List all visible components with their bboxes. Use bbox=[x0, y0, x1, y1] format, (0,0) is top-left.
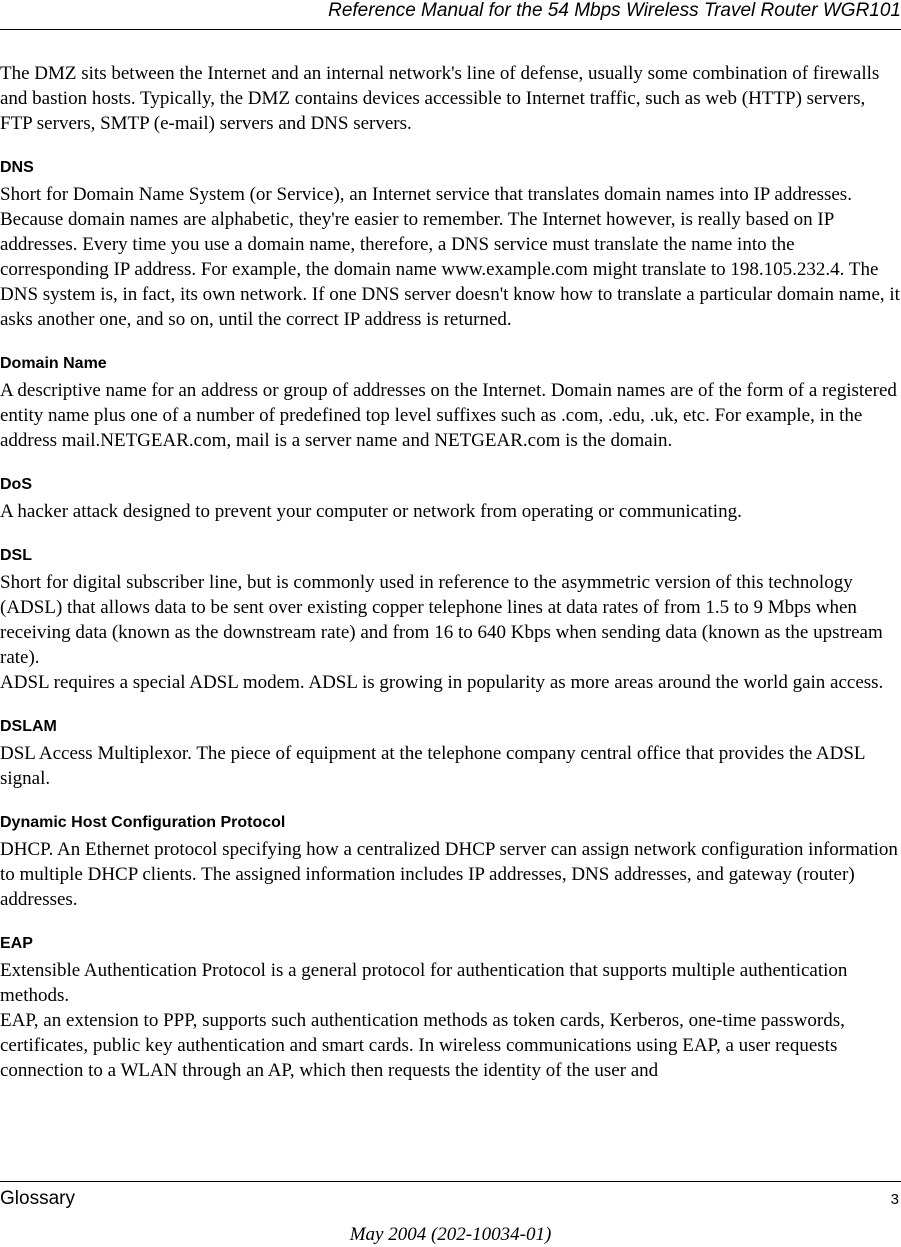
glossary-entry-dns bbox=[0, 150, 901, 332]
footer-section-name: Glossary bbox=[0, 1188, 75, 1209]
term-heading: Domain Name bbox=[0, 355, 107, 372]
definition-paragraph: ADSL requires a special ADSL modem. ADSL is growing in popularity as more areas around the world gain access. bbox=[0, 672, 884, 693]
glossary-entry-dsl bbox=[0, 538, 901, 695]
term-heading: DoS bbox=[0, 476, 32, 493]
intro-paragraph: The DMZ sits between the Internet and an internal network's line of defense, usually some combination of firewalls and bastion hosts. Typically, the DMZ contains devices accessible to Internet traffic, such as web (HTTP) servers, FTP servers, SMTP (e-mail) servers and DNS servers. bbox=[0, 63, 880, 134]
definition-paragraph: Short for digital subscriber line, but is commonly used in reference to the asymmetric version of this technology (ADSL) that allows data to be sent over existing copper telephone lines at data rates of from 1.5 to 9 Mbps when receiving data (known as the downstream rate) and from 16 to 640 Kbps when sending data (known as the upstream rate). bbox=[0, 572, 883, 668]
page-number: 3 bbox=[890, 1191, 899, 1208]
definition-paragraph: Extensible Authentication Protocol is a general protocol for authentication that supports multiple authentication methods. bbox=[0, 960, 848, 1006]
footer-rule bbox=[0, 1181, 901, 1182]
glossary-body bbox=[0, 61, 901, 1083]
glossary-entry-domain-name bbox=[0, 346, 901, 453]
definition-paragraph: A hacker attack designed to prevent your computer or network from operating or communicating. bbox=[0, 501, 742, 522]
running-header-title: Reference Manual for the 54 Mbps Wireless Travel Router WGR101 bbox=[328, 0, 901, 21]
term-heading: DSL bbox=[0, 547, 32, 564]
glossary-entry-eap bbox=[0, 926, 901, 1083]
term-heading: DSLAM bbox=[0, 718, 57, 735]
term-heading: DNS bbox=[0, 159, 34, 176]
definition-paragraph: DSL Access Multiplexor. The piece of equipment at the telephone company central office that provides the ADSL signal. bbox=[0, 743, 865, 789]
definition-paragraph: A descriptive name for an address or group of addresses on the Internet. Domain names are of the form of a registered entity name plus one of a number of predefined top level suffixes such as .com, .edu, .uk, etc. For example, in the address mail.NETGEAR.com, mail is a server name and NETGEAR.com is the domain. bbox=[0, 380, 897, 451]
term-heading: EAP bbox=[0, 935, 33, 952]
glossary-entry-dos bbox=[0, 467, 901, 524]
definition-paragraph: Short for Domain Name System (or Service), an Internet service that translates domain names into IP addresses. bbox=[0, 184, 852, 205]
glossary-entry-dslam bbox=[0, 709, 901, 791]
definition-paragraph: EAP, an extension to PPP, supports such authentication methods as token cards, Kerberos, one-time passwords, certificates, public key authentication and smart cards. In wireless communications using EAP, a user requests connection to a WLAN through an AP, which then requests the identity of the user and bbox=[0, 1010, 845, 1081]
term-heading: Dynamic Host Configuration Protocol bbox=[0, 814, 286, 831]
glossary-entry-dhcp bbox=[0, 805, 901, 912]
definition-paragraph: Because domain names are alphabetic, they're easier to remember. The Internet however, is really based on IP addresses. Every time you use a domain name, therefore, a DNS service must translate the name into the corresponding IP address. For example, the domain name www.example.com might translate to 198.105.232.4. The DNS system is, in fact, its own network. If one DNS server doesn't know how to translate a particular domain name, it asks another one, and so on, until the correct IP address is returned. bbox=[0, 209, 900, 330]
definition-paragraph: DHCP. An Ethernet protocol specifying how a centralized DHCP server can assign network configuration information to multiple DHCP clients. The assigned information includes IP addresses, DNS addresses, and gateway (router) addresses. bbox=[0, 839, 898, 910]
header-rule bbox=[0, 29, 901, 30]
footer-date: May 2004 (202-10034-01) bbox=[349, 1224, 552, 1245]
